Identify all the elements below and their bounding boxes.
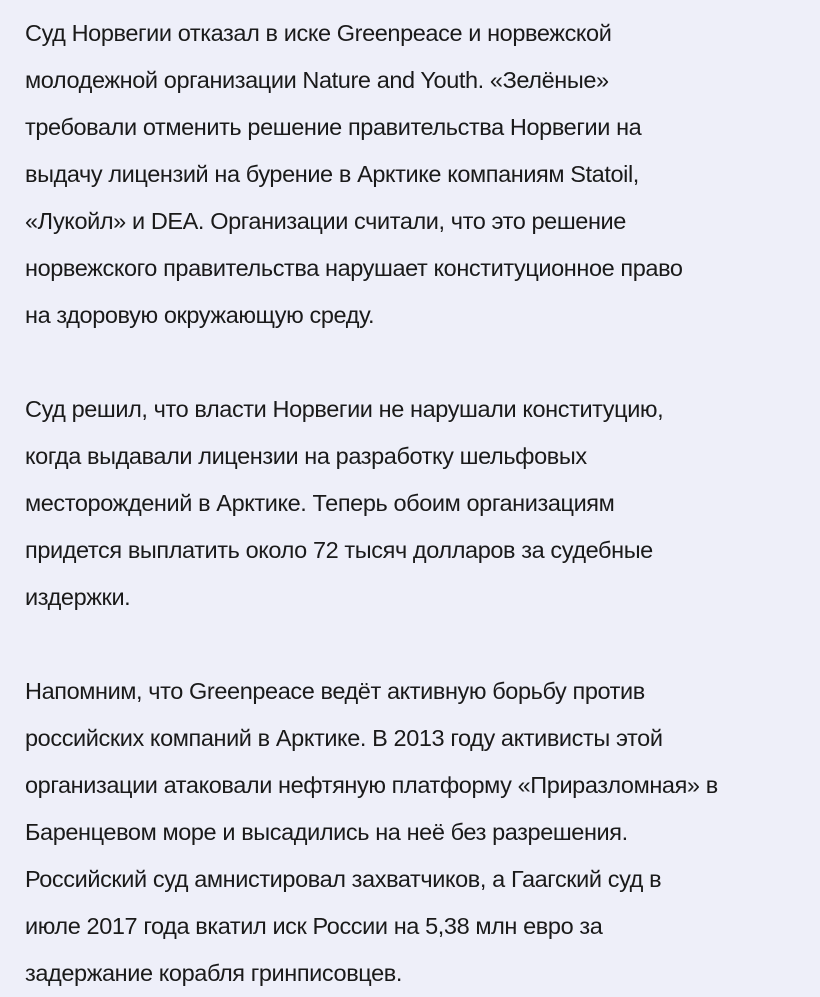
text-line: задержание корабля гринписовцев. — [25, 960, 402, 986]
paragraph-background — [25, 668, 820, 997]
text-line: норвежского правительства нарушает конституционное право — [25, 255, 683, 281]
text-line: Суд решил, что власти Норвегии не нарушали конституцию, — [25, 396, 664, 422]
paragraph-gap — [25, 339, 820, 386]
text-line: организации атаковали нефтяную платформу «Приразломная» в — [25, 772, 718, 798]
text-line: российских компаний в Арктике. В 2013 году активисты этой — [25, 725, 663, 751]
text-line: выдачу лицензий на бурение в Арктике компаниям Statoil, — [25, 161, 639, 187]
text-line: требовали отменить решение правительства Норвегии на — [25, 114, 642, 140]
text-line: издержки. — [25, 584, 131, 610]
text-line: «Лукойл» и DEA. Организации считали, что это решение — [25, 208, 626, 234]
paragraph-court-decision — [25, 386, 820, 621]
paragraph-gap — [25, 621, 820, 668]
text-line: молодежной организации Nature and Youth. «Зелёные» — [25, 67, 609, 93]
text-line: Баренцевом море и высадились на неё без разрешения. — [25, 819, 628, 845]
paragraph-court-ruling — [25, 10, 820, 339]
text-line: когда выдавали лицензии на разработку шельфовых — [25, 443, 587, 469]
text-line: на здоровую окружающую среду. — [25, 302, 375, 328]
text-line: Напомним, что Greenpeace ведёт активную борьбу против — [25, 678, 645, 704]
text-line: Суд Норвегии отказал в иске Greenpeace и норвежской — [25, 20, 612, 46]
text-line: месторождений в Арктике. Теперь обоим организациям — [25, 490, 615, 516]
text-line: июле 2017 года вкатил иск России на 5,38 млн евро за — [25, 913, 603, 939]
text-line: придется выплатить около 72 тысяч долларов за судебные — [25, 537, 653, 563]
article-body — [25, 10, 820, 997]
text-line: Российский суд амнистировал захватчиков, а Гаагский суд в — [25, 866, 662, 892]
